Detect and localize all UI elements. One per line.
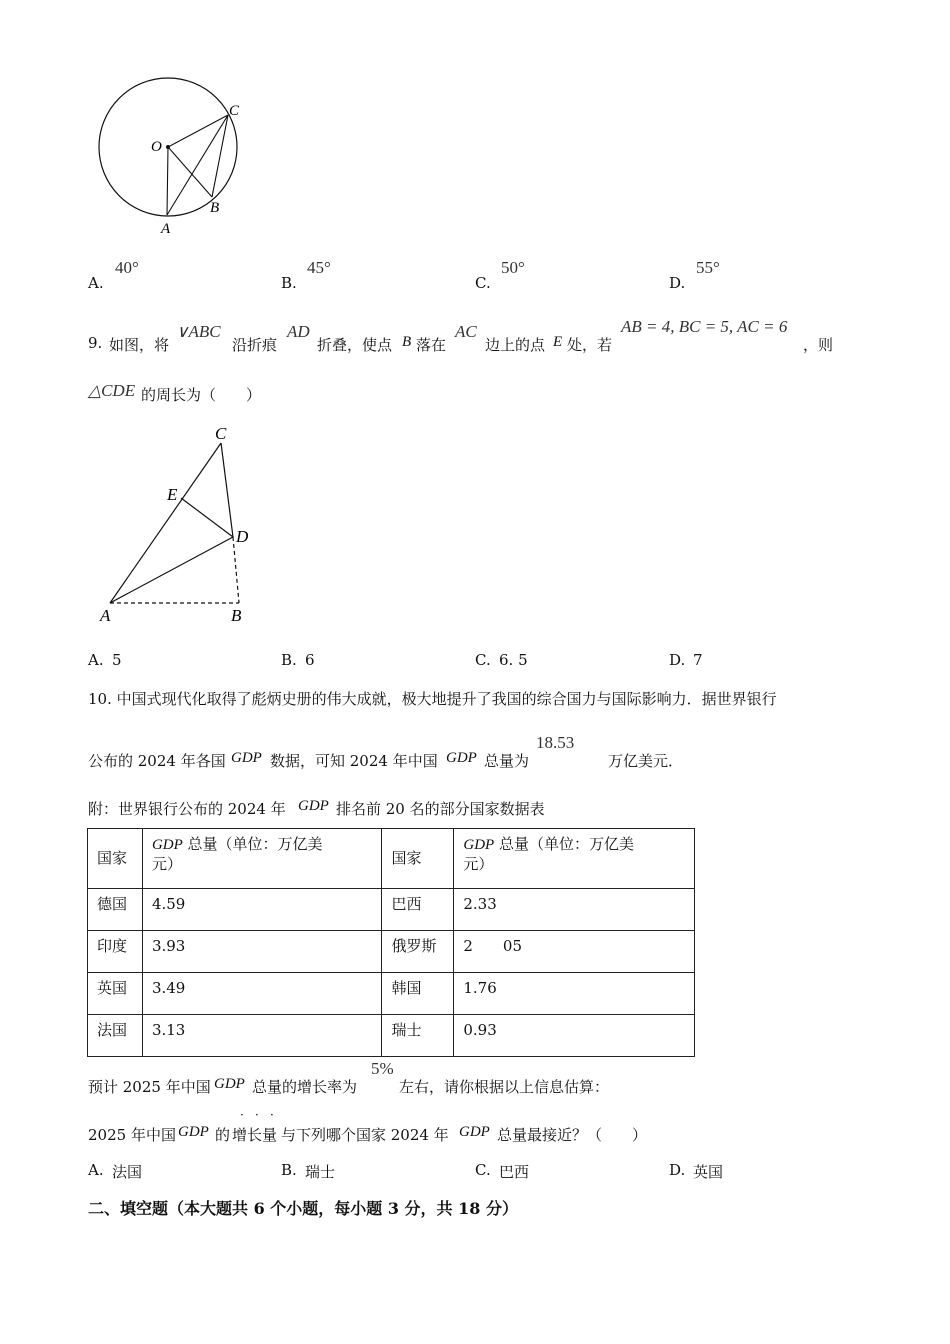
- q9-ac: AC: [455, 322, 477, 341]
- q10-line-2a: 公布的 2024 年各国: [88, 752, 226, 770]
- emphasis-dot: ·: [240, 1108, 244, 1122]
- label-e: E: [167, 485, 178, 504]
- gdp-table: [87, 828, 695, 1057]
- table-cell-value: 0.93: [454, 1015, 695, 1057]
- q10-line-3a: 附：世界银行公布的 2024 年: [88, 800, 286, 818]
- q9-option-c-letter[interactable]: C.: [475, 651, 491, 669]
- q9-triangle-abc: ∨ABC: [176, 322, 221, 341]
- q10-line-4a: 预计 2025 年中国: [88, 1078, 211, 1096]
- label-a: A: [161, 221, 171, 237]
- q10-emphasis-growth: 增长量: [232, 1126, 278, 1144]
- table-cell-country: 韩国: [382, 973, 454, 1015]
- q10-line-2b: 数据，可知 2024 年中国: [270, 752, 438, 770]
- label-b: B: [231, 606, 242, 625]
- point-o: [166, 145, 170, 149]
- q10-line-5d: 与下列哪个国家 2024 年: [281, 1126, 449, 1144]
- q9-text-2: 沿折痕: [232, 336, 278, 354]
- q9-option-a-letter[interactable]: A.: [88, 651, 104, 669]
- q9-text-5: 边上的点: [485, 336, 546, 354]
- table-cell-country: 法国: [88, 1015, 143, 1057]
- q9-text-6: 处，若: [567, 336, 613, 354]
- table-cell-value: 2 05: [454, 931, 695, 973]
- q8-option-c-letter[interactable]: C.: [475, 274, 491, 292]
- segment-db-dashed: [233, 537, 239, 603]
- q9-text-3: 折叠，使点: [317, 336, 393, 354]
- q9-text-8: 的周长为（ ）: [141, 386, 262, 404]
- q8-option-d-letter[interactable]: D.: [669, 274, 686, 292]
- q9-triangle-cde: △CDE: [88, 381, 136, 400]
- q10-line-3b: 排名前 20 名的部分国家数据表: [336, 800, 545, 818]
- table-cell-value: 3.93: [142, 931, 382, 973]
- q9-option-b-value: 6: [305, 651, 315, 669]
- q9-option-c-value: 6. 5: [499, 651, 528, 669]
- q10-line-2c: 总量为: [484, 752, 530, 770]
- table-header-row: [88, 829, 695, 889]
- q8-option-b-value: 45°: [307, 258, 331, 277]
- q9-condition: AB = 4, BC = 5, AC = 6: [621, 317, 788, 336]
- table-cell-value: 3.49: [142, 973, 382, 1015]
- emphasis-dot: ·: [255, 1108, 259, 1122]
- q9-option-b-letter[interactable]: B.: [281, 651, 297, 669]
- table-row: [88, 1015, 695, 1057]
- q8-option-a-value: 40°: [115, 258, 139, 277]
- q10-option-b-value: 瑞士: [305, 1163, 336, 1181]
- segment-cd: [221, 443, 233, 537]
- segment-oa: [167, 147, 168, 215]
- q10-gdp-3: GDP: [298, 798, 329, 814]
- q10-line-4b: 总量的增长率为: [252, 1078, 358, 1096]
- table-cell-value: 1.76: [454, 973, 695, 1015]
- q10-gdp-5: GDP: [178, 1124, 209, 1140]
- label-c: C: [229, 103, 240, 119]
- q10-gdp-2: GDP: [446, 750, 477, 766]
- q9-option-d-value: 7: [693, 651, 703, 669]
- q10-gdp-1: GDP: [231, 750, 262, 766]
- label-c: C: [215, 424, 227, 443]
- q9-point-b: B: [402, 334, 412, 350]
- q10-line-4c: 左右，请你根据以上信息估算：: [399, 1078, 610, 1096]
- q10-option-d-letter[interactable]: D.: [669, 1161, 686, 1179]
- table-cell-country: 英国: [88, 973, 143, 1015]
- table-cell-country: 印度: [88, 931, 143, 973]
- q10-option-a-value: 法国: [112, 1163, 143, 1181]
- triangle-figure: [95, 422, 265, 632]
- label-d: D: [236, 527, 249, 546]
- q10-line-1: 10. 中国式现代化取得了彪炳史册的伟大成就，极大地提升了我国的综合国力与国际影响力．据世界银行: [88, 690, 777, 708]
- table-cell-country: 瑞士: [382, 1015, 454, 1057]
- header-country-2: 国家: [382, 829, 454, 889]
- q8-option-a-letter[interactable]: A.: [88, 274, 104, 292]
- q10-line-5e: 总量最接近？（ ）: [497, 1126, 648, 1144]
- header-gdp-2: GDP 总量（单位：万亿美 元）: [454, 829, 695, 889]
- q9-point-e: E: [553, 334, 563, 350]
- q9-number: 9.: [88, 334, 103, 352]
- table-cell-country: 德国: [88, 889, 143, 931]
- table-row: [88, 889, 695, 931]
- q8-option-b-letter[interactable]: B.: [281, 274, 297, 292]
- q10-line-5a: 2025 年中国: [88, 1126, 176, 1144]
- label-a: A: [100, 606, 111, 625]
- q8-option-c-value: 50°: [501, 258, 525, 277]
- label-o: O: [151, 139, 162, 155]
- q9-option-d-letter[interactable]: D.: [669, 651, 686, 669]
- q10-option-c-letter[interactable]: C.: [475, 1161, 491, 1179]
- q9-ad: AD: [287, 322, 310, 341]
- table-row: [88, 931, 695, 973]
- q10-option-a-letter[interactable]: A.: [88, 1161, 104, 1179]
- circle-figure: [90, 75, 250, 240]
- q9-option-a-value: 5: [112, 651, 122, 669]
- table-row: [88, 973, 695, 1015]
- table-cell-value: 4.59: [142, 889, 382, 931]
- table-cell-country: 俄罗斯: [382, 931, 454, 973]
- segment-ed: [181, 498, 233, 537]
- q9-text-4: 落在: [416, 336, 447, 354]
- header-country-1: 国家: [88, 829, 143, 889]
- segment-ac: [110, 443, 221, 603]
- table-cell-value: 2.33: [454, 889, 695, 931]
- header-gdp-1: GDP 总量（单位：万亿美 元）: [142, 829, 382, 889]
- segment-ad: [110, 537, 233, 603]
- table-cell-value: 3.13: [142, 1015, 382, 1057]
- segment-oc: [168, 115, 228, 147]
- q10-option-d-value: 英国: [693, 1163, 724, 1181]
- segment-ob: [168, 147, 212, 197]
- q9-text-7: ，则: [803, 336, 834, 354]
- label-b: B: [210, 200, 220, 216]
- q10-value: 18.53: [536, 733, 575, 752]
- q10-gdp-6: GDP: [459, 1124, 490, 1140]
- q9-text-1: 如图，将: [109, 336, 170, 354]
- q10-option-c-value: 巴西: [499, 1163, 530, 1181]
- q8-option-d-value: 55°: [696, 258, 720, 277]
- q10-line-5b: 的: [215, 1126, 231, 1144]
- section-2-heading: 二、填空题（本大题共 6 个小题，每小题 3 分，共 18 分）: [88, 1199, 518, 1218]
- table-cell-country: 巴西: [382, 889, 454, 931]
- q10-gdp-4: GDP: [214, 1076, 245, 1092]
- q10-rate: 5%: [371, 1059, 394, 1078]
- q10-line-2d: 万亿美元．: [608, 752, 684, 770]
- q10-option-b-letter[interactable]: B.: [281, 1161, 297, 1179]
- emphasis-dot: ·: [270, 1108, 274, 1122]
